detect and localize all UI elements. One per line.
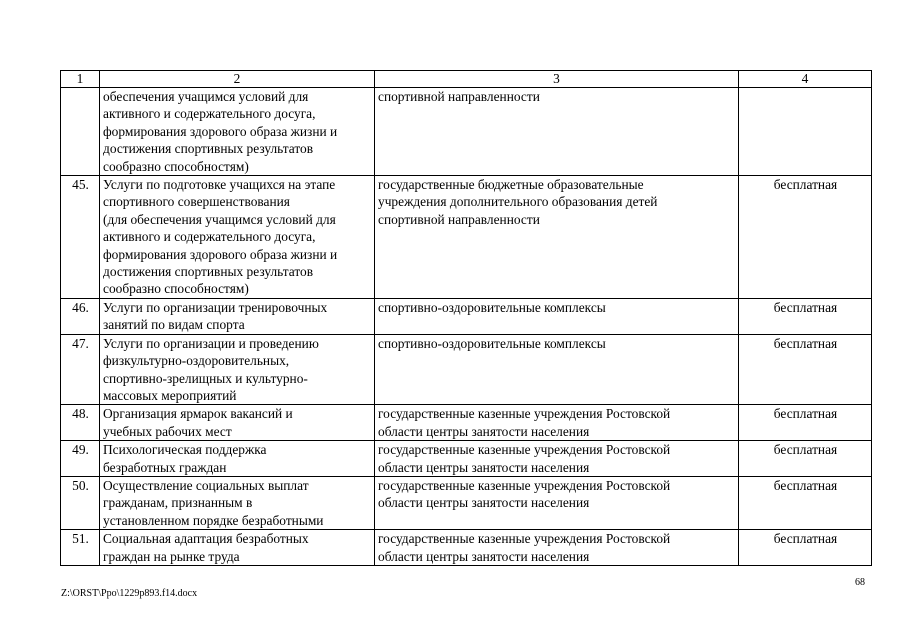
service-name: Услуги по организации и проведению физкультурно-оздоровительных, спортивно-зрелищных и культурно- массовых мероприятий [100, 334, 375, 405]
row-number: 51. [61, 530, 100, 566]
table-row [61, 176, 872, 299]
service-name: Социальная адаптация безработных граждан на рынке труда [100, 530, 375, 566]
row-number: 45. [61, 176, 100, 299]
service-cost: бесплатная [739, 405, 872, 441]
table-row [61, 476, 872, 529]
column-header: 2 [100, 71, 375, 88]
service-cost: бесплатная [739, 441, 872, 477]
service-cost: бесплатная [739, 334, 872, 405]
table-row [61, 441, 872, 477]
row-number: 47. [61, 334, 100, 405]
row-number: 49. [61, 441, 100, 477]
service-cost: бесплатная [739, 476, 872, 529]
table-row [61, 334, 872, 405]
service-cost: бесплатная [739, 530, 872, 566]
provider-name: государственные казенные учреждения Ростовской области центры занятости населения [375, 405, 739, 441]
service-name: Психологическая поддержка безработных граждан [100, 441, 375, 477]
table-row [61, 530, 872, 566]
service-name: Организация ярмарок вакансий и учебных рабочих мест [100, 405, 375, 441]
column-header: 1 [61, 71, 100, 88]
file-path: Z:\ORST\Ppo\1229p893.f14.docx [61, 588, 198, 599]
service-name: обеспечения учащимся условий для активного и содержательного досуга, формирования здорового образа жизни и достижения спортивных результатов сообразно способностям) [100, 88, 375, 176]
provider-name: государственные казенные учреждения Ростовской области центры занятости населения [375, 530, 739, 566]
table-row [61, 405, 872, 441]
provider-name: спортивно-оздоровительные комплексы [375, 334, 739, 405]
service-name: Услуги по подготовке учащихся на этапе спортивного совершенствования (для обеспечения учащимся условий для активного и содержательного досуга, формирования здорового образа жизни и достижения спортивных результатов сообразно способностям) [100, 176, 375, 299]
service-name: Услуги по организации тренировочных занятий по видам спорта [100, 298, 375, 334]
service-cost: бесплатная [739, 298, 872, 334]
provider-name: спортивной направленности [375, 88, 739, 176]
service-cost: бесплатная [739, 176, 872, 299]
table-row [61, 298, 872, 334]
services-table [60, 70, 872, 566]
provider-name: государственные бюджетные образовательные учреждения дополнительного образования детей спортивной направленности [375, 176, 739, 299]
page-number: 68 [855, 577, 865, 588]
provider-name: государственные казенные учреждения Ростовской области центры занятости населения [375, 476, 739, 529]
table-header-row [61, 71, 872, 88]
row-number [61, 88, 100, 176]
provider-name: государственные казенные учреждения Ростовской области центры занятости населения [375, 441, 739, 477]
column-header: 4 [739, 71, 872, 88]
row-number: 48. [61, 405, 100, 441]
row-number: 50. [61, 476, 100, 529]
service-name: Осуществление социальных выплат гражданам, признанным в установленном порядке безработными [100, 476, 375, 529]
table-row [61, 88, 872, 176]
provider-name: спортивно-оздоровительные комплексы [375, 298, 739, 334]
row-number: 46. [61, 298, 100, 334]
service-cost [739, 88, 872, 176]
column-header: 3 [375, 71, 739, 88]
